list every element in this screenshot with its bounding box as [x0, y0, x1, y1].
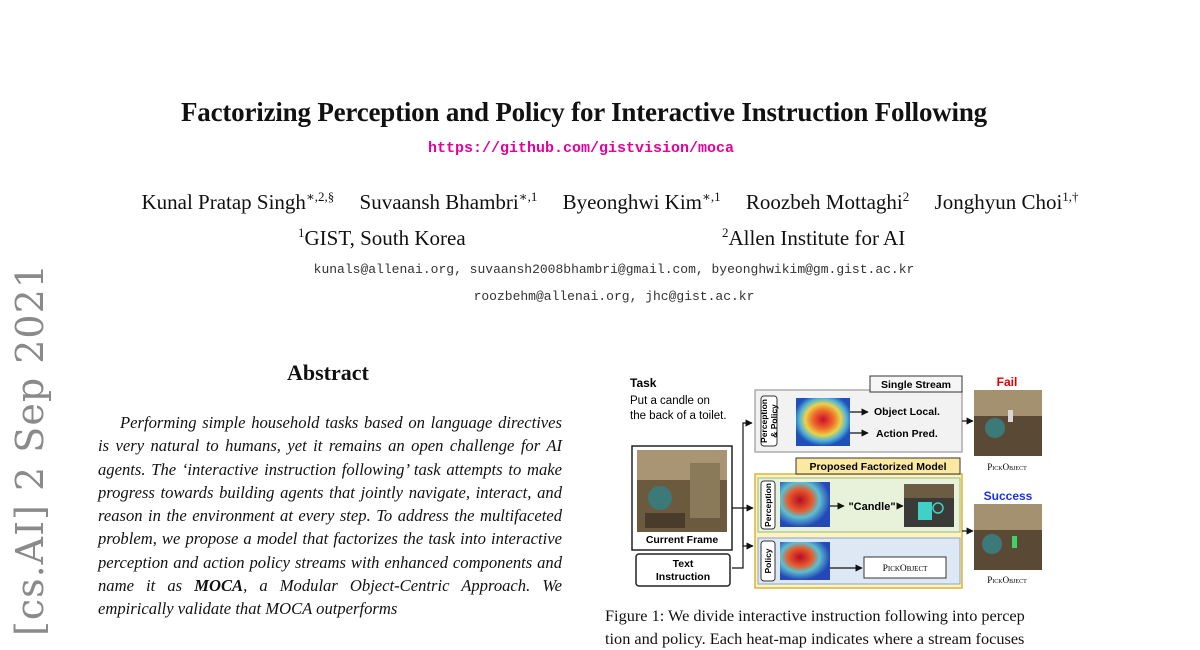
task-text-line-2: the back of a toilet. — [630, 410, 727, 422]
author-marks: 2 — [902, 189, 910, 204]
candle-label: "Candle" — [848, 501, 896, 513]
fail-label: Fail — [996, 375, 1018, 389]
heatmap-single-stream — [796, 398, 850, 446]
pickobject-caption-success: PickObject — [987, 575, 1027, 585]
author-name: Roozbeh Mottaghi — [745, 190, 903, 214]
current-frame-label: Current Frame — [645, 534, 719, 546]
affiliation-name: Allen Institute for AI — [728, 226, 906, 250]
perception-policy-label: Perception& Policy — [759, 399, 779, 443]
affiliation-1 — [298, 225, 466, 251]
figure-caption — [605, 604, 1075, 650]
author-list — [0, 189, 1200, 215]
author — [935, 190, 1079, 214]
affiliation-mark: 1 — [298, 225, 305, 240]
abstract-text: Performing simple household tasks based on language directives is very natural to humans, yet it remains an open challenge for AI agents. The ‘interactive instruction following’ task attempts to make progress towards building agents that jointly navigate, interact, and reason in the environment at every step. To address the multifaceted problem, we propose a model that factorizes the task into interactive perception and action policy streams with enhanced components and name it as — [98, 413, 562, 596]
single-stream-label: Single Stream — [880, 379, 952, 391]
author-name: Byeonghwi Kim — [562, 190, 703, 214]
abstract-heading: Abstract — [287, 360, 369, 385]
affiliation-mark: 2 — [722, 225, 729, 240]
author-marks: ∗,1 — [518, 189, 538, 204]
affiliation-2 — [722, 225, 905, 251]
figure-1 — [600, 368, 1070, 590]
author — [746, 190, 909, 214]
policy-label: Policy — [763, 548, 773, 574]
abstract-body — [98, 411, 562, 621]
model-name: MOCA — [194, 576, 244, 596]
author-name: Suvaansh Bhambri — [359, 190, 519, 214]
task-text-line-1: Put a candle on — [630, 395, 710, 407]
task-label: Task — [630, 376, 657, 390]
author-name: Jonghyun Choi — [934, 190, 1063, 214]
perception-label: Perception — [763, 483, 773, 527]
author-emails-line-2: roozbehm@allenai.org, jhc@gist.ac.kr — [473, 289, 755, 304]
caption-line-1: Figure 1: We divide interactive instruction following into percep — [605, 606, 1025, 625]
author-marks: ∗,1 — [702, 189, 721, 204]
affiliation-name: GIST, South Korea — [304, 226, 466, 250]
author — [360, 190, 538, 214]
heatmap-perception — [780, 482, 830, 527]
author — [563, 190, 721, 214]
abstract-text: , a Modular Object-Centric Approach. We empirically validate that MOCA outperforms — [98, 576, 562, 619]
repository-link[interactable]: https://github.com/gistvision/moca — [427, 140, 735, 157]
author-marks: ∗,2,§ — [305, 189, 335, 204]
single-stream-box — [755, 390, 962, 452]
object-local-label: Object Local. — [874, 406, 940, 418]
pickobject-action-label: PickObject — [882, 564, 928, 574]
proposed-model-label: Proposed Factorized Model — [809, 461, 947, 473]
heatmap-policy — [780, 542, 830, 580]
caption-line-2: tion and policy. Each heat-map indicates where a stream focuses — [605, 629, 1025, 648]
pickobject-caption-fail: PickObject — [987, 462, 1027, 472]
abstract-paragraph — [98, 411, 562, 621]
paper-title: Factorizing Perception and Policy for Interactive Instruction Following — [181, 97, 987, 127]
success-label: Success — [983, 489, 1033, 503]
author-emails-line-1: kunals@allenai.org, suvaansh2008bhambri@gmail.com, byeonghwikim@gm.gist.ac.kr — [313, 262, 915, 277]
text-instruction-line-2: Instruction — [655, 571, 711, 583]
action-pred-label: Action Pred. — [876, 428, 938, 440]
author — [141, 190, 334, 214]
arxiv-stamp: [cs.AI] 2 Sep 2021 — [8, 263, 52, 636]
author-name: Kunal Pratap Singh — [141, 190, 306, 214]
author-marks: 1,† — [1062, 189, 1079, 204]
text-instruction-line-1: Text — [672, 558, 694, 570]
